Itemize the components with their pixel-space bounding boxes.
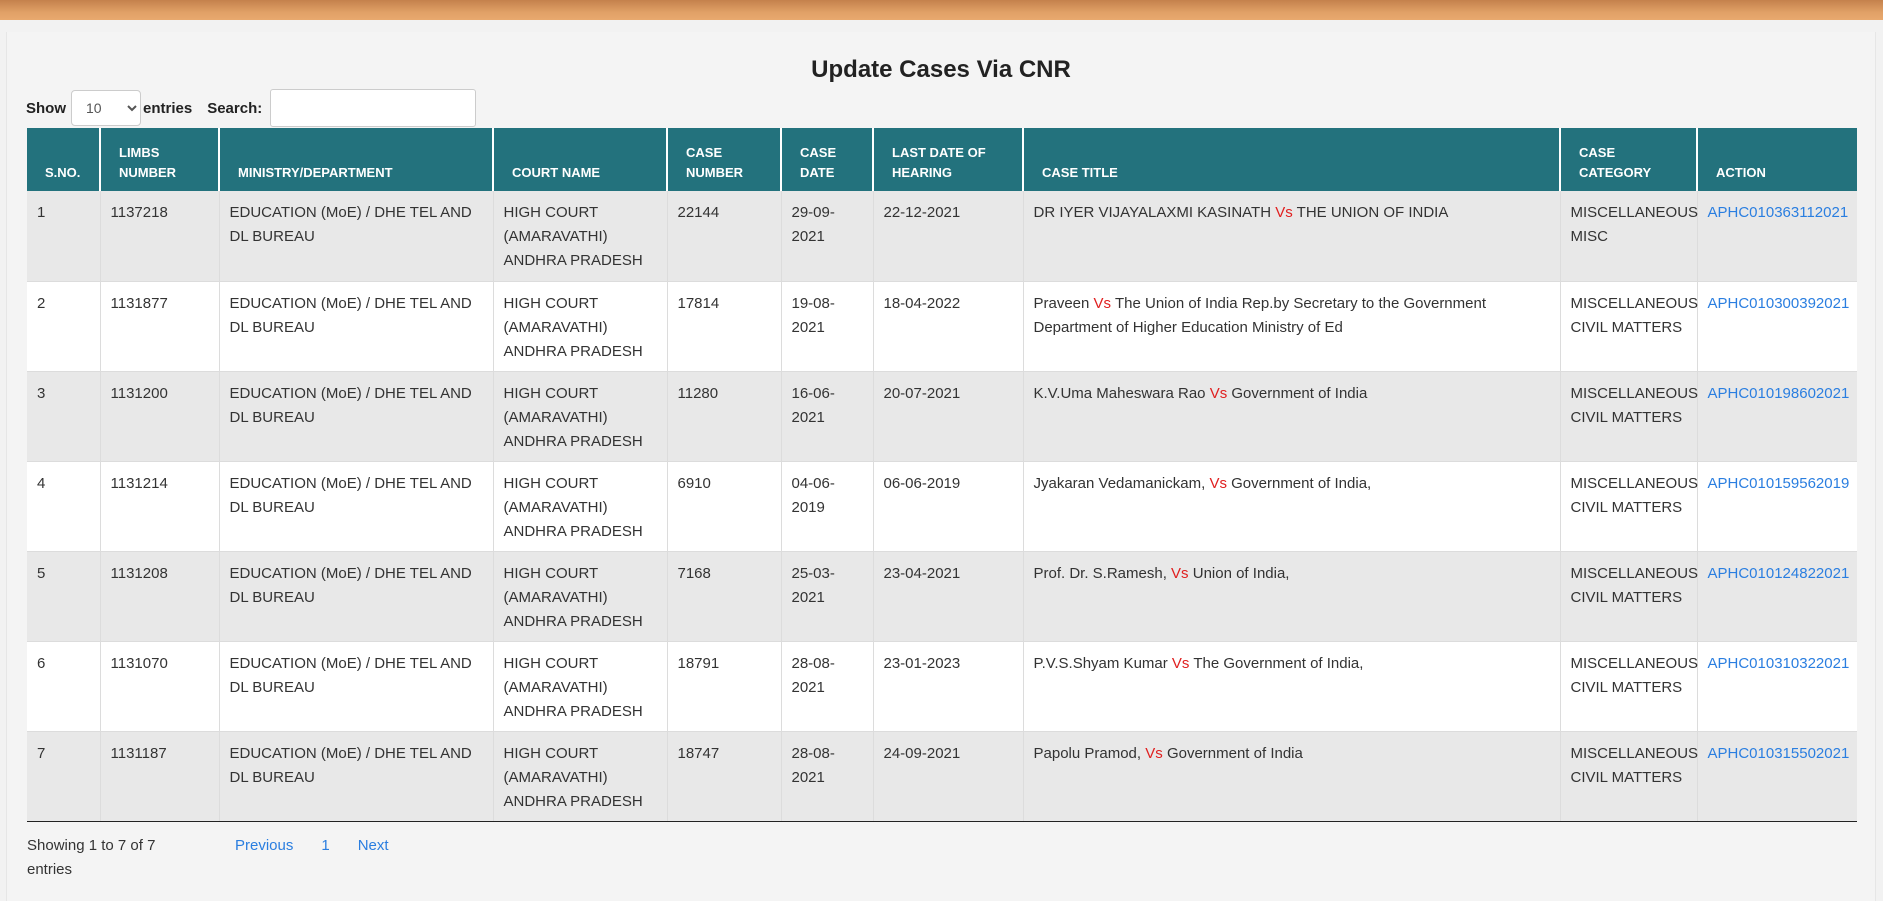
respondent-name: Government of India <box>1231 384 1368 402</box>
table-row <box>27 461 1857 551</box>
versus-label: Vs <box>1171 564 1189 582</box>
limbs-number-cell: 1131208 <box>100 551 219 641</box>
ministry-cell: EDUCATION (MoE) / DHE TEL AND DL BUREAU <box>219 191 493 281</box>
table-controls <box>26 89 476 127</box>
action-cell <box>1697 371 1857 461</box>
case-date-cell: 28-08-2021 <box>781 731 873 821</box>
limbs-number-cell: 1131187 <box>100 731 219 821</box>
last-hearing-date-cell: 23-04-2021 <box>873 551 1023 641</box>
page-title: Update Cases Via CNR <box>811 56 1071 83</box>
column-header[interactable]: ACTION <box>1697 128 1857 191</box>
case-date-cell: 28-08-2021 <box>781 641 873 731</box>
table-body <box>27 191 1857 821</box>
cases-table <box>27 128 1857 822</box>
versus-label: Vs <box>1145 744 1163 762</box>
limbs-number-cell: 1131070 <box>100 641 219 731</box>
case-title-cell <box>1023 731 1560 821</box>
last-hearing-date-cell: 23-01-2023 <box>873 641 1023 731</box>
case-date-cell: 29-09-2021 <box>781 191 873 281</box>
table-row <box>27 551 1857 641</box>
case-number-cell: 18747 <box>667 731 781 821</box>
respondent-name: Union of India, <box>1192 564 1290 582</box>
next-page-link[interactable]: Next <box>357 837 389 854</box>
limbs-number-cell: 1131200 <box>100 371 219 461</box>
case-category-cell: MISCELLANEOUS CIVIL MATTERS <box>1560 281 1697 371</box>
petitioner-name: Praveen <box>1033 294 1090 312</box>
case-number-cell: 17814 <box>667 281 781 371</box>
case-date-cell: 25-03-2021 <box>781 551 873 641</box>
last-hearing-date-cell: 22-12-2021 <box>873 191 1023 281</box>
column-header[interactable]: CASE NUMBER <box>667 128 781 191</box>
case-title-cell <box>1023 371 1560 461</box>
versus-label: Vs <box>1209 384 1228 402</box>
ministry-cell: EDUCATION (MoE) / DHE TEL AND DL BUREAU <box>219 371 493 461</box>
versus-label: Vs <box>1209 474 1227 492</box>
cnr-link[interactable]: APHC010315502021 <box>1707 744 1850 762</box>
sno-cell: 4 <box>27 461 100 551</box>
column-header[interactable]: MINISTRY/DEPARTMENT <box>219 128 493 191</box>
case-date-cell: 04-06-2019 <box>781 461 873 551</box>
table-row <box>27 731 1857 821</box>
sno-cell: 3 <box>27 371 100 461</box>
ministry-cell: EDUCATION (MoE) / DHE TEL AND DL BUREAU <box>219 281 493 371</box>
case-number-cell: 7168 <box>667 551 781 641</box>
court-name-cell: HIGH COURT (AMARAVATHI) ANDHRA PRADESH <box>493 461 667 551</box>
case-number-cell: 18791 <box>667 641 781 731</box>
show-label: Show <box>26 99 66 117</box>
case-category-cell: MISCELLANEOUS CIVIL MATTERS <box>1560 641 1697 731</box>
column-header[interactable]: CASE TITLE <box>1023 128 1560 191</box>
versus-label: Vs <box>1275 204 1293 221</box>
action-cell <box>1697 461 1857 551</box>
petitioner-name: DR IYER VIJAYALAXMI KASINATH <box>1033 204 1272 221</box>
respondent-name: Government of India <box>1166 744 1303 762</box>
table-header-row <box>27 128 1857 191</box>
limbs-number-cell: 1137218 <box>100 191 219 281</box>
content-panel <box>6 32 1876 901</box>
column-header[interactable]: CASE CATEGORY <box>1560 128 1697 191</box>
ministry-cell: EDUCATION (MoE) / DHE TEL AND DL BUREAU <box>219 461 493 551</box>
case-number-cell: 6910 <box>667 461 781 551</box>
case-date-cell: 16-06-2021 <box>781 371 873 461</box>
cnr-link[interactable]: APHC010310322021 <box>1707 654 1850 672</box>
case-category-cell: MISCELLANEOUS CIVIL MATTERS <box>1560 461 1697 551</box>
entries-per-page-select[interactable] <box>71 90 141 126</box>
action-cell <box>1697 281 1857 371</box>
petitioner-name: Jyakaran Vedamanickam, <box>1033 474 1206 492</box>
ministry-cell: EDUCATION (MoE) / DHE TEL AND DL BUREAU <box>219 731 493 821</box>
column-header[interactable]: LAST DATE OF HEARING <box>873 128 1023 191</box>
case-title-cell <box>1023 191 1560 281</box>
sno-cell: 6 <box>27 641 100 731</box>
column-header[interactable]: COURT NAME <box>493 128 667 191</box>
case-category-cell: MISCELLANEOUS CIVIL MATTERS <box>1560 731 1697 821</box>
table-row <box>27 191 1857 281</box>
petitioner-name: K.V.Uma Maheswara Rao <box>1033 384 1206 402</box>
case-title-cell <box>1023 551 1560 641</box>
case-category-cell: MISCELLANEOUS CIVIL MATTERS <box>1560 551 1697 641</box>
court-name-cell: HIGH COURT (AMARAVATHI) ANDHRA PRADESH <box>493 731 667 821</box>
last-hearing-date-cell: 20-07-2021 <box>873 371 1023 461</box>
versus-label: Vs <box>1171 654 1190 672</box>
petitioner-name: Papolu Pramod, <box>1033 744 1142 762</box>
pagination <box>235 834 417 858</box>
court-name-cell: HIGH COURT (AMARAVATHI) ANDHRA PRADESH <box>493 641 667 731</box>
table-footer <box>27 834 1857 894</box>
court-name-cell: HIGH COURT (AMARAVATHI) ANDHRA PRADESH <box>493 281 667 371</box>
case-number-cell: 22144 <box>667 191 781 281</box>
cnr-link[interactable]: APHC010300392021 <box>1707 294 1850 312</box>
table-row <box>27 641 1857 731</box>
search-label: Search: <box>207 99 263 117</box>
case-category-cell: MISCELLANEOUS CIVIL MATTERS <box>1560 371 1697 461</box>
respondent-name: Government of India, <box>1231 474 1372 492</box>
column-header[interactable]: S.NO. <box>27 128 100 191</box>
table-row <box>27 371 1857 461</box>
cnr-link[interactable]: APHC010124822021 <box>1707 564 1850 582</box>
case-date-cell: 19-08-2021 <box>781 281 873 371</box>
last-hearing-date-cell: 24-09-2021 <box>873 731 1023 821</box>
previous-page-link[interactable]: Previous <box>235 837 294 854</box>
cnr-link[interactable]: APHC010159562019 <box>1707 474 1850 492</box>
versus-label: Vs <box>1093 294 1112 312</box>
page-1-link[interactable]: 1 <box>321 837 330 854</box>
case-title-cell <box>1023 641 1560 731</box>
action-cell <box>1697 191 1857 281</box>
top-banner <box>0 0 1883 20</box>
case-category-cell: MISCELLANEOUS MISC <box>1560 191 1697 281</box>
column-header[interactable]: CASE DATE <box>781 128 873 191</box>
ministry-cell: EDUCATION (MoE) / DHE TEL AND DL BUREAU <box>219 641 493 731</box>
respondent-name: The Union of India Rep.by Secretary to the Government Department of Higher Education Ministry of Ed <box>1033 294 1486 336</box>
limbs-number-cell: 1131877 <box>100 281 219 371</box>
last-hearing-date-cell: 18-04-2022 <box>873 281 1023 371</box>
entries-label: entries <box>143 99 193 117</box>
case-title-cell <box>1023 281 1560 371</box>
case-number-cell: 11280 <box>667 371 781 461</box>
cnr-link[interactable]: APHC010198602021 <box>1707 384 1850 402</box>
court-name-cell: HIGH COURT (AMARAVATHI) ANDHRA PRADESH <box>493 371 667 461</box>
sno-cell: 1 <box>27 191 100 281</box>
court-name-cell: HIGH COURT (AMARAVATHI) ANDHRA PRADESH <box>493 551 667 641</box>
action-cell <box>1697 641 1857 731</box>
action-cell <box>1697 731 1857 821</box>
case-title-cell <box>1023 461 1560 551</box>
table-row <box>27 281 1857 371</box>
last-hearing-date-cell: 06-06-2019 <box>873 461 1023 551</box>
ministry-cell: EDUCATION (MoE) / DHE TEL AND DL BUREAU <box>219 551 493 641</box>
respondent-name: The Government of India, <box>1193 654 1364 672</box>
column-header[interactable]: LIMBS NUMBER <box>100 128 219 191</box>
search-input[interactable] <box>270 89 476 127</box>
sno-cell: 7 <box>27 731 100 821</box>
respondent-name: THE UNION OF INDIA <box>1296 204 1449 221</box>
table-info: Showing 1 to 7 of 7 entries <box>27 837 156 878</box>
court-name-cell: HIGH COURT (AMARAVATHI) ANDHRA PRADESH <box>493 191 667 281</box>
petitioner-name: Prof. Dr. S.Ramesh, <box>1033 564 1167 582</box>
action-cell <box>1697 551 1857 641</box>
limbs-number-cell: 1131214 <box>100 461 219 551</box>
petitioner-name: P.V.S.Shyam Kumar <box>1033 654 1168 672</box>
cnr-link[interactable]: APHC010363112021 <box>1707 204 1849 221</box>
sno-cell: 2 <box>27 281 100 371</box>
sno-cell: 5 <box>27 551 100 641</box>
